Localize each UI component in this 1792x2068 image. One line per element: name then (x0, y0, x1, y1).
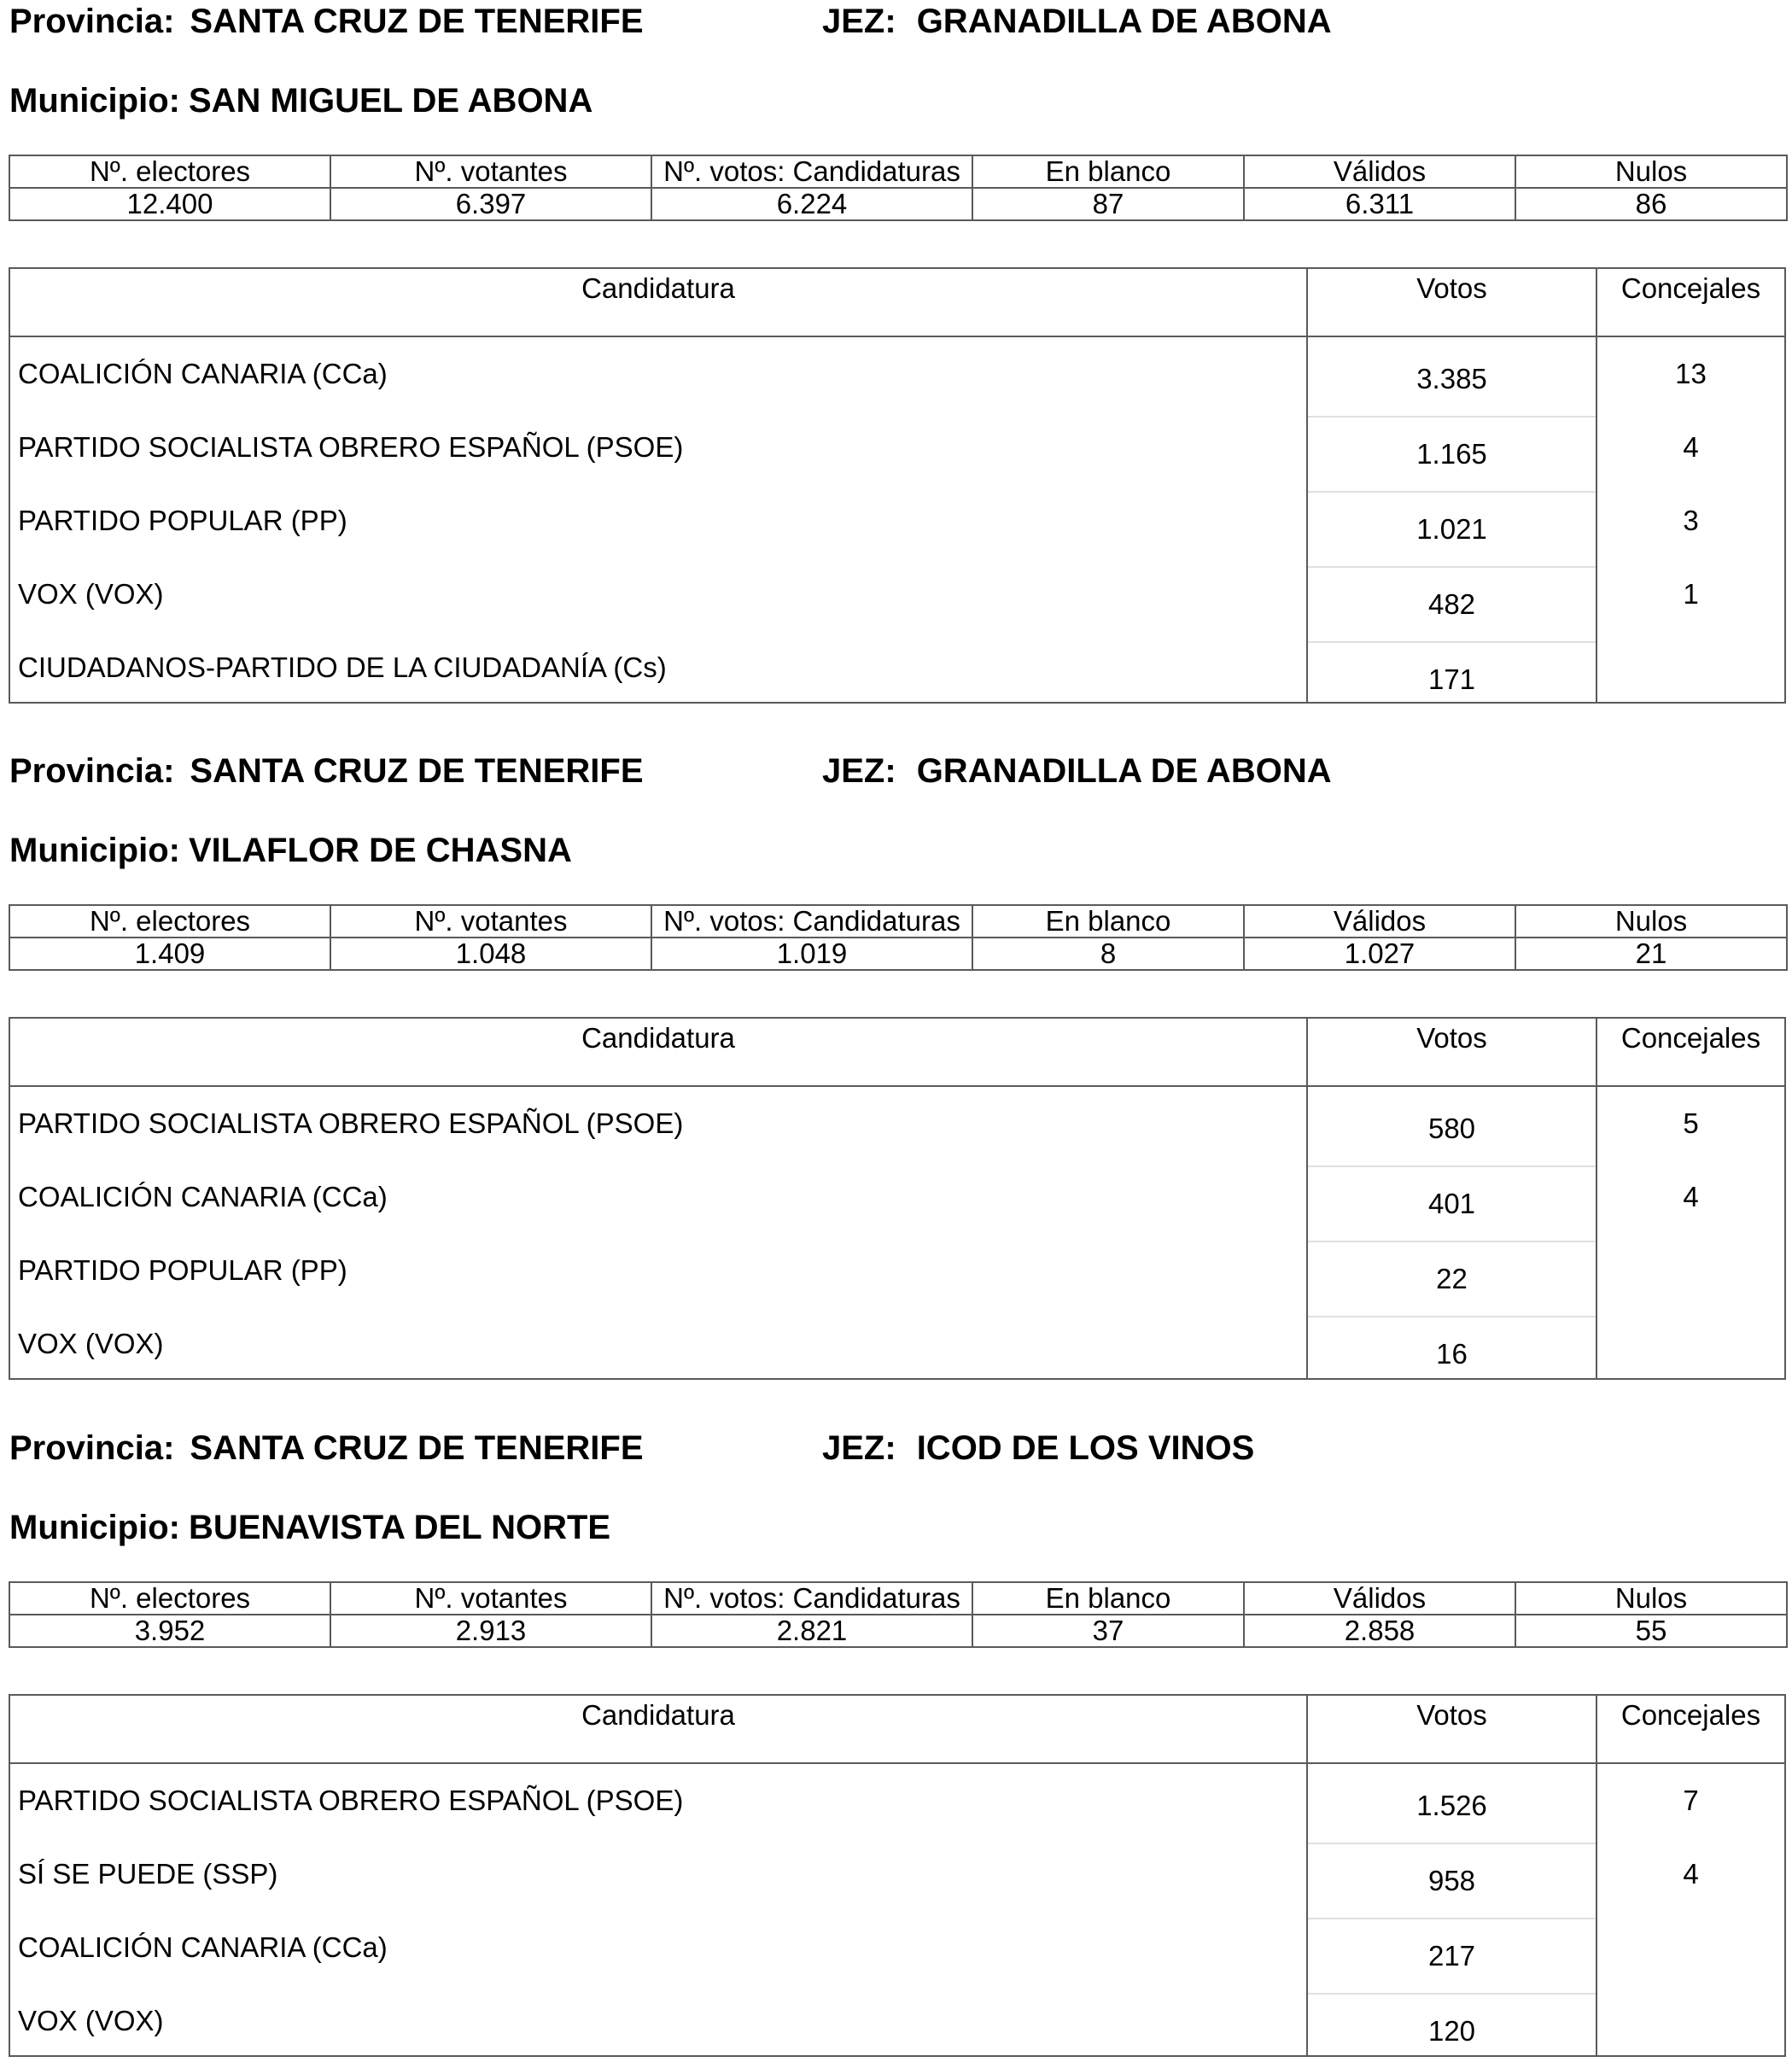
municipio-line (9, 827, 572, 874)
stats-votantes: 6.397 (330, 188, 651, 220)
candidaturas-table (9, 1017, 1786, 1380)
candidatura-votos: 22 (1308, 1242, 1596, 1317)
candidatura-votos: 120 (1427, 2015, 1476, 2047)
col-votos (1306, 1087, 1596, 1378)
candidatura-name: PARTIDO POPULAR (PP) (18, 1254, 347, 1286)
municipio-value: BUENAVISTA DEL NORTE (188, 1509, 611, 1546)
stats-validos: 2.858 (1244, 1615, 1515, 1647)
candidatura-votos: 958 (1308, 1844, 1596, 1919)
header-candidatura: Candidatura (581, 1022, 735, 1054)
candidatura-concejales: 4 (1683, 1181, 1699, 1212)
header-votos: Votos (1306, 269, 1596, 336)
col-candidatura (10, 1087, 1306, 1378)
jez-label: JEZ: (822, 752, 896, 790)
stats-nulos: 86 (1515, 188, 1787, 220)
stats-electores: 12.400 (9, 188, 330, 220)
provincia-label: Provincia: (9, 3, 175, 40)
provincia-label: Provincia: (9, 1429, 175, 1467)
stats-en-blanco: 8 (972, 938, 1244, 970)
candidatura-name: COALICIÓN CANARIA (CCa) (18, 358, 388, 389)
candidatura-votos: 580 (1308, 1087, 1596, 1167)
stats-table (9, 904, 1788, 971)
stats-electores: 1.409 (9, 938, 330, 970)
provincia-value: SANTA CRUZ DE TENERIFE (190, 752, 644, 790)
stats-header-nulos: Nulos (1515, 905, 1787, 938)
stats-header-votos-candidaturas: Nº. votos: Candidaturas (651, 905, 972, 938)
candidatura-votos: 1.021 (1308, 493, 1596, 568)
candidatura-votos: 3.385 (1308, 337, 1596, 418)
stats-header-validos: Válidos (1244, 905, 1515, 938)
candidaturas-header (10, 1696, 1784, 1764)
candidatura-concejales: 4 (1683, 1858, 1699, 1890)
provincia-line (9, 0, 644, 45)
stats-header-nulos: Nulos (1515, 1582, 1787, 1615)
col-votos (1306, 1764, 1596, 2055)
stats-votantes: 2.913 (330, 1615, 651, 1647)
stats-validos: 1.027 (1244, 938, 1515, 970)
stats-en-blanco: 87 (972, 188, 1244, 220)
candidatura-concejales: 1 (1683, 578, 1699, 610)
stats-nulos: 55 (1515, 1615, 1787, 1647)
col-votos (1306, 337, 1596, 702)
header-votos: Votos (1306, 1019, 1596, 1085)
col-candidatura (10, 1764, 1306, 2055)
stats-en-blanco: 37 (972, 1615, 1244, 1647)
candidatura-name: SÍ SE PUEDE (SSP) (18, 1858, 278, 1890)
stats-votos-candidaturas: 2.821 (651, 1615, 972, 1647)
jez-label: JEZ: (822, 3, 896, 40)
jez-value: GRANADILLA DE ABONA (916, 752, 1332, 790)
candidatura-concejales: 13 (1675, 358, 1707, 389)
stats-header-en-blanco: En blanco (972, 905, 1244, 938)
candidatura-votos: 1.526 (1308, 1764, 1596, 1844)
stats-header-en-blanco: En blanco (972, 1582, 1244, 1615)
jez-value: GRANADILLA DE ABONA (916, 3, 1332, 40)
stats-value-row (9, 188, 1787, 220)
header-candidatura: Candidatura (581, 1699, 735, 1731)
stats-header-row (9, 905, 1787, 938)
candidatura-concejales: 5 (1683, 1107, 1699, 1139)
municipio-label: Municipio: (9, 1509, 180, 1546)
candidatura-concejales (1597, 1307, 1784, 1381)
jez-label: JEZ: (822, 1429, 896, 1467)
candidaturas-header (10, 1019, 1784, 1087)
candidatura-name: PARTIDO SOCIALISTA OBRERO ESPAÑOL (PSOE) (18, 431, 684, 463)
candidatura-name: VOX (VOX) (18, 1328, 164, 1359)
stats-votantes: 1.048 (330, 938, 651, 970)
provincia-line (9, 1424, 644, 1472)
candidatura-votos: 171 (1427, 663, 1476, 695)
candidatura-name: PARTIDO SOCIALISTA OBRERO ESPAÑOL (PSOE) (18, 1785, 684, 1816)
provincia-value: SANTA CRUZ DE TENERIFE (190, 3, 644, 40)
candidatura-concejales (1597, 1234, 1784, 1307)
col-candidatura (10, 337, 1306, 702)
candidatura-name: PARTIDO SOCIALISTA OBRERO ESPAÑOL (PSOE) (18, 1107, 684, 1139)
municipio-label: Municipio: (9, 82, 180, 120)
stats-validos: 6.311 (1244, 188, 1515, 220)
candidatura-concejales (1597, 631, 1784, 704)
col-concejales (1596, 1087, 1784, 1378)
jez-line (822, 1424, 1254, 1472)
stats-header-votos-candidaturas: Nº. votos: Candidaturas (651, 155, 972, 188)
header-candidatura: Candidatura (581, 272, 735, 304)
col-concejales (1596, 1764, 1784, 2055)
stats-header-row (9, 155, 1787, 188)
jez-line (822, 747, 1332, 795)
stats-header-electores: Nº. electores (9, 1582, 330, 1615)
provincia-line (9, 747, 644, 795)
stats-header-votantes: Nº. votantes (330, 155, 651, 188)
candidatura-name: CIUDADANOS-PARTIDO DE LA CIUDADANÍA (Cs) (18, 651, 667, 683)
candidatura-concejales: 7 (1683, 1785, 1699, 1816)
stats-header-nulos: Nulos (1515, 155, 1787, 188)
header-concejales: Concejales (1596, 1019, 1784, 1085)
candidatura-votos: 16 (1436, 1338, 1468, 1370)
candidatura-name: COALICIÓN CANARIA (CCa) (18, 1181, 388, 1212)
stats-table (9, 1581, 1788, 1648)
municipio-value: VILAFLOR DE CHASNA (188, 832, 572, 869)
stats-table (9, 155, 1788, 221)
candidaturas-header (10, 269, 1784, 337)
stats-votos-candidaturas: 6.224 (651, 188, 972, 220)
candidatura-concejales: 4 (1683, 431, 1699, 463)
candidatura-votos: 1.165 (1308, 418, 1596, 493)
candidaturas-table (9, 1694, 1786, 2057)
stats-header-validos: Válidos (1244, 1582, 1515, 1615)
candidatura-votos: 217 (1308, 1919, 1596, 1995)
candidatura-concejales: 3 (1683, 505, 1699, 536)
stats-header-en-blanco: En blanco (972, 155, 1244, 188)
stats-header-row (9, 1582, 1787, 1615)
stats-value-row (9, 938, 1787, 970)
candidatura-concejales (1597, 1911, 1784, 1984)
jez-value: ICOD DE LOS VINOS (916, 1429, 1255, 1467)
candidaturas-table (9, 267, 1786, 704)
candidatura-name: VOX (VOX) (18, 2005, 164, 2036)
stats-nulos: 21 (1515, 938, 1787, 970)
municipio-value: SAN MIGUEL DE ABONA (188, 82, 593, 120)
stats-electores: 3.952 (9, 1615, 330, 1647)
municipio-line (9, 77, 592, 125)
candidatura-name: VOX (VOX) (18, 578, 164, 610)
stats-header-electores: Nº. electores (9, 155, 330, 188)
stats-votos-candidaturas: 1.019 (651, 938, 972, 970)
municipio-label: Municipio: (9, 832, 180, 869)
stats-header-validos: Válidos (1244, 155, 1515, 188)
header-concejales: Concejales (1596, 269, 1784, 336)
candidatura-name: PARTIDO POPULAR (PP) (18, 505, 347, 536)
stats-header-votantes: Nº. votantes (330, 1582, 651, 1615)
candidatura-votos: 482 (1308, 568, 1596, 643)
col-concejales (1596, 337, 1784, 702)
stats-value-row (9, 1615, 1787, 1647)
header-concejales: Concejales (1596, 1696, 1784, 1762)
municipio-line (9, 1504, 610, 1551)
stats-header-votos-candidaturas: Nº. votos: Candidaturas (651, 1582, 972, 1615)
provincia-label: Provincia: (9, 752, 175, 790)
candidatura-name: COALICIÓN CANARIA (CCa) (18, 1931, 388, 1963)
header-votos: Votos (1306, 1696, 1596, 1762)
stats-header-electores: Nº. electores (9, 905, 330, 938)
stats-header-votantes: Nº. votantes (330, 905, 651, 938)
jez-line (822, 0, 1332, 45)
provincia-value: SANTA CRUZ DE TENERIFE (190, 1429, 644, 1467)
candidatura-votos: 401 (1308, 1167, 1596, 1242)
candidatura-concejales (1597, 1984, 1784, 2058)
